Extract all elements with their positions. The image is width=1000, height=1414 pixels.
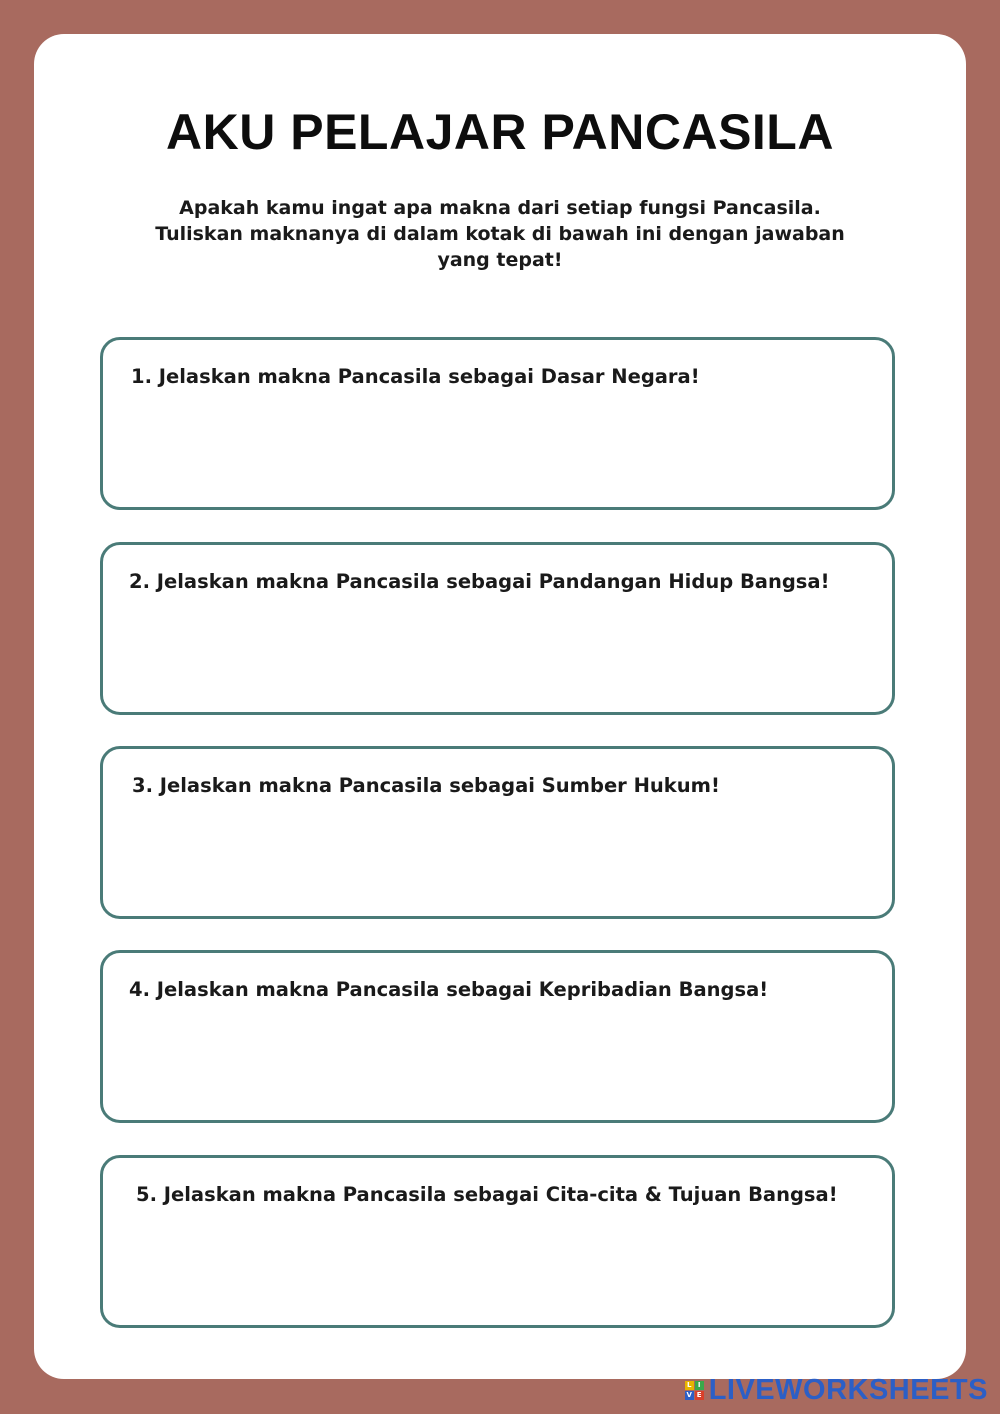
- logo-letter: V: [686, 1390, 692, 1399]
- answer-field[interactable]: [129, 607, 866, 696]
- instruction-line: Tuliskan maknanya di dalam kotak di bawah ini dengan jawaban: [155, 223, 845, 245]
- instruction-line: Apakah kamu ingat apa makna dari setiap fungsi Pancasila.: [179, 197, 821, 219]
- logo-letter: L: [685, 1381, 694, 1390]
- page-title: AKU PELAJAR PANCASILA: [166, 104, 834, 160]
- instructions: [140, 195, 860, 273]
- logo-letter: I: [695, 1381, 704, 1390]
- question-text: 5. Jelaskan makna Pancasila sebagai Cita-cita & Tujuan Bangsa!: [136, 1183, 838, 1206]
- question-box-2[interactable]: [100, 542, 895, 715]
- question-text: 4. Jelaskan makna Pancasila sebagai Kepribadian Bangsa!: [129, 978, 769, 1001]
- question-text: 2. Jelaskan makna Pancasila sebagai Pandangan Hidup Bangsa!: [129, 570, 830, 593]
- question-box-5[interactable]: [100, 1155, 895, 1328]
- liveworksheets-watermark: [685, 1374, 988, 1406]
- liveworksheets-logo-icon: [685, 1381, 704, 1400]
- question-box-3[interactable]: [100, 746, 895, 919]
- question-text: 3. Jelaskan makna Pancasila sebagai Sumber Hukum!: [132, 774, 720, 797]
- question-text: 1. Jelaskan makna Pancasila sebagai Dasar Negara!: [131, 365, 700, 388]
- question-box-1[interactable]: [100, 337, 895, 510]
- answer-field[interactable]: [129, 1220, 866, 1309]
- instruction-line: yang tepat!: [437, 249, 563, 271]
- answer-field[interactable]: [129, 402, 866, 491]
- answer-field[interactable]: [129, 811, 866, 900]
- watermark-text: LIVEWORKSHEETS: [708, 1374, 988, 1406]
- answer-field[interactable]: [129, 1015, 866, 1104]
- question-box-4[interactable]: [100, 950, 895, 1123]
- logo-letter: E: [695, 1391, 704, 1400]
